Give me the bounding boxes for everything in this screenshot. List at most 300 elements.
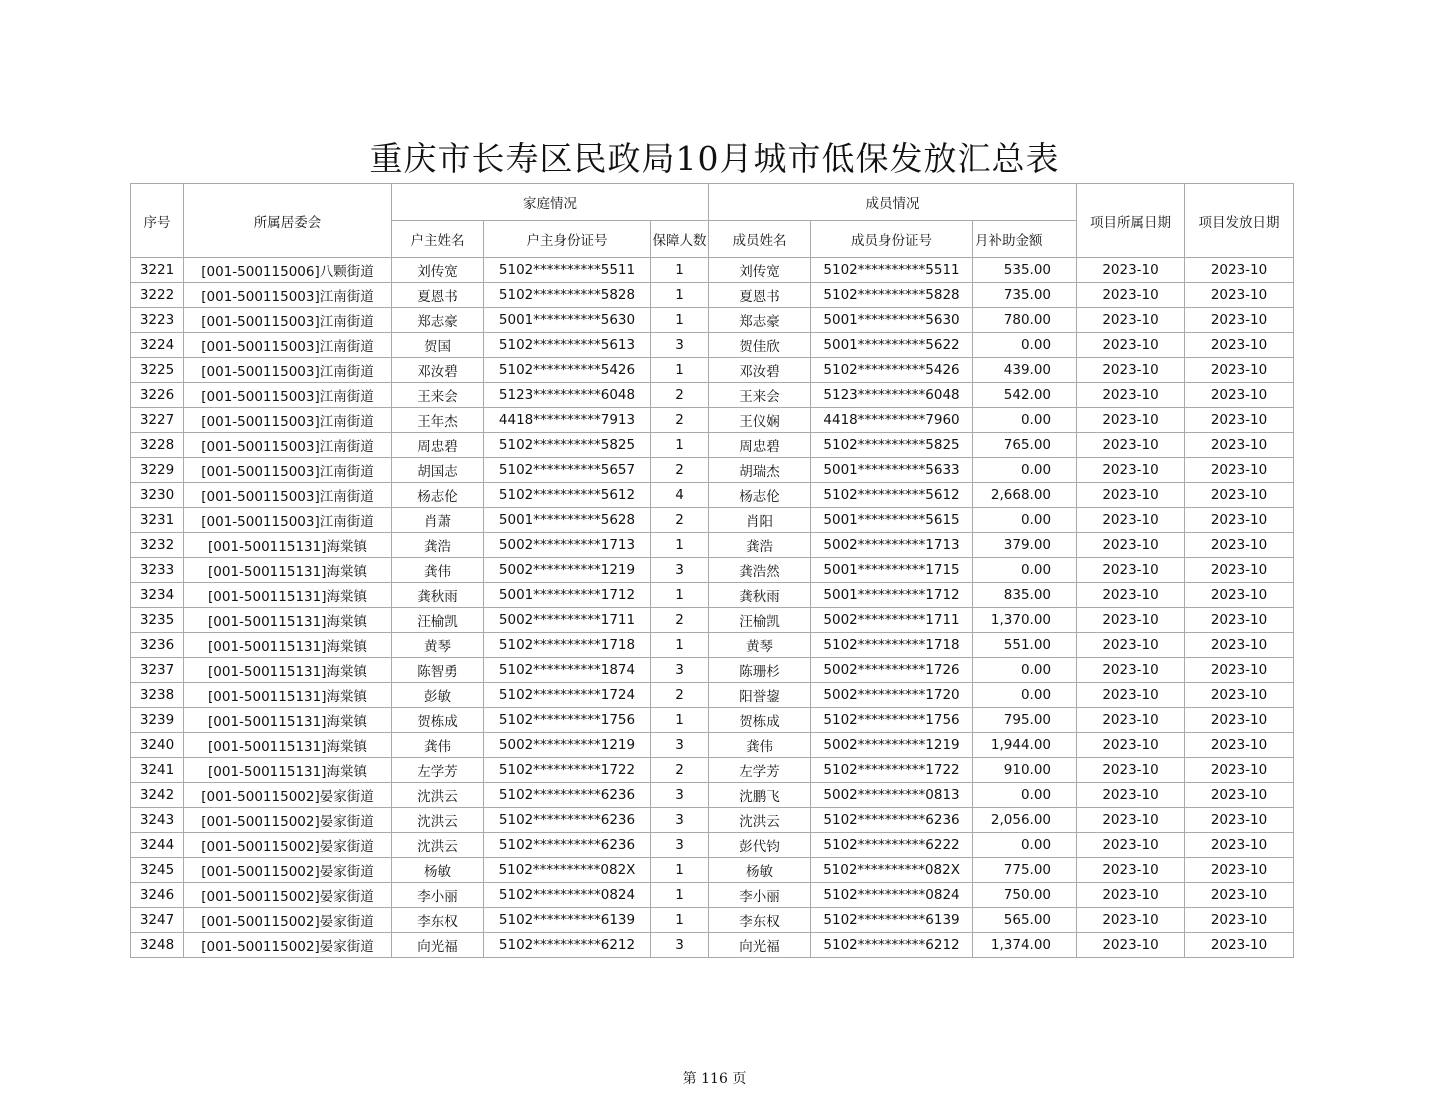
cell-project-period: 2023-10: [1077, 783, 1185, 808]
header-payment-date: 项目发放日期: [1185, 184, 1294, 258]
cell-member-id: 5002**********1713: [811, 533, 973, 558]
cell-covered: 1: [651, 533, 709, 558]
cell-member-id: 5002**********1219: [811, 733, 973, 758]
cell-head-name: 龚伟: [392, 558, 484, 583]
cell-payment-date: 2023-10: [1185, 908, 1294, 933]
cell-project-period: 2023-10: [1077, 508, 1185, 533]
cell-covered: 1: [651, 283, 709, 308]
cell-member-id: 5001**********5633: [811, 458, 973, 483]
table-row: [131, 783, 1294, 808]
cell-member-id: 4418**********7960: [811, 408, 973, 433]
cell-committee: [001-500115003]江南街道: [184, 358, 392, 383]
table-body: [131, 258, 1294, 958]
cell-project-period: 2023-10: [1077, 558, 1185, 583]
cell-seq: 3222: [131, 283, 184, 308]
cell-project-period: 2023-10: [1077, 533, 1185, 558]
cell-committee: [001-500115006]八颗街道: [184, 258, 392, 283]
cell-committee: [001-500115002]晏家街道: [184, 933, 392, 958]
cell-project-period: 2023-10: [1077, 658, 1185, 683]
cell-monthly-amount: 379.00: [973, 533, 1077, 558]
page-title: 重庆市长寿区民政局10月城市低保发放汇总表: [369, 139, 1060, 178]
cell-committee: [001-500115003]江南街道: [184, 483, 392, 508]
cell-payment-date: 2023-10: [1185, 508, 1294, 533]
cell-head-name: 贺栋成: [392, 708, 484, 733]
cell-monthly-amount: 0.00: [973, 558, 1077, 583]
cell-payment-date: 2023-10: [1185, 883, 1294, 908]
cell-seq: 3230: [131, 483, 184, 508]
cell-head-name: 王来会: [392, 383, 484, 408]
cell-member-id: 5002**********0813: [811, 783, 973, 808]
table-row: [131, 308, 1294, 333]
table-row: [131, 708, 1294, 733]
table-row: [131, 383, 1294, 408]
cell-member-id: 5102**********5828: [811, 283, 973, 308]
cell-member-id: 5001**********5622: [811, 333, 973, 358]
cell-seq: 3240: [131, 733, 184, 758]
cell-head-id: 5102**********5828: [484, 283, 651, 308]
cell-project-period: 2023-10: [1077, 758, 1185, 783]
cell-member-id: 5001**********1712: [811, 583, 973, 608]
cell-seq: 3224: [131, 333, 184, 358]
cell-committee: [001-500115003]江南街道: [184, 283, 392, 308]
table-row: [131, 908, 1294, 933]
cell-committee: [001-500115131]海棠镇: [184, 533, 392, 558]
table-row: [131, 433, 1294, 458]
cell-seq: 3237: [131, 658, 184, 683]
table-row: [131, 258, 1294, 283]
cell-head-name: 左学芳: [392, 758, 484, 783]
cell-head-id: 5102**********5657: [484, 458, 651, 483]
cell-head-name: 龚伟: [392, 733, 484, 758]
cell-covered: 3: [651, 808, 709, 833]
cell-committee: [001-500115002]晏家街道: [184, 883, 392, 908]
table-row: [131, 483, 1294, 508]
cell-project-period: 2023-10: [1077, 383, 1185, 408]
cell-head-name: 周忠碧: [392, 433, 484, 458]
cell-seq: 3235: [131, 608, 184, 633]
cell-project-period: 2023-10: [1077, 283, 1185, 308]
cell-committee: [001-500115003]江南街道: [184, 408, 392, 433]
cell-committee: [001-500115003]江南街道: [184, 383, 392, 408]
cell-member-name: 贺佳欣: [709, 333, 811, 358]
header-head-name: 户主姓名: [392, 221, 484, 258]
cell-committee: [001-500115003]江南街道: [184, 333, 392, 358]
cell-head-name: 龚浩: [392, 533, 484, 558]
cell-payment-date: 2023-10: [1185, 333, 1294, 358]
cell-member-id: 5102**********5612: [811, 483, 973, 508]
cell-seq: 3233: [131, 558, 184, 583]
cell-member-name: 夏恩书: [709, 283, 811, 308]
cell-member-id: 5102**********6222: [811, 833, 973, 858]
cell-head-id: 5102**********5426: [484, 358, 651, 383]
cell-seq: 3238: [131, 683, 184, 708]
table-row: [131, 858, 1294, 883]
cell-seq: 3247: [131, 908, 184, 933]
cell-member-name: 向光福: [709, 933, 811, 958]
cell-committee: [001-500115002]晏家街道: [184, 833, 392, 858]
cell-covered: 1: [651, 883, 709, 908]
cell-seq: 3248: [131, 933, 184, 958]
cell-committee: [001-500115131]海棠镇: [184, 583, 392, 608]
cell-seq: 3232: [131, 533, 184, 558]
cell-member-id: 5102**********1722: [811, 758, 973, 783]
header-member-group: 成员情况: [709, 184, 1077, 221]
table-row: [131, 558, 1294, 583]
cell-member-name: 龚浩然: [709, 558, 811, 583]
cell-payment-date: 2023-10: [1185, 833, 1294, 858]
cell-committee: [001-500115131]海棠镇: [184, 658, 392, 683]
cell-project-period: 2023-10: [1077, 483, 1185, 508]
cell-head-name: 沈洪云: [392, 833, 484, 858]
cell-project-period: 2023-10: [1077, 683, 1185, 708]
cell-head-id: 5102**********5612: [484, 483, 651, 508]
cell-head-id: 5102**********5825: [484, 433, 651, 458]
cell-seq: 3228: [131, 433, 184, 458]
cell-member-name: 黄琴: [709, 633, 811, 658]
cell-covered: 2: [651, 758, 709, 783]
cell-member-id: 5002**********1711: [811, 608, 973, 633]
cell-member-name: 汪榆凯: [709, 608, 811, 633]
cell-monthly-amount: 765.00: [973, 433, 1077, 458]
cell-payment-date: 2023-10: [1185, 658, 1294, 683]
cell-seq: 3236: [131, 633, 184, 658]
cell-monthly-amount: 750.00: [973, 883, 1077, 908]
cell-member-id: 5001**********5615: [811, 508, 973, 533]
table-row: [131, 508, 1294, 533]
cell-covered: 1: [651, 908, 709, 933]
cell-monthly-amount: 835.00: [973, 583, 1077, 608]
cell-project-period: 2023-10: [1077, 883, 1185, 908]
cell-monthly-amount: 1,374.00: [973, 933, 1077, 958]
cell-payment-date: 2023-10: [1185, 633, 1294, 658]
cell-monthly-amount: 0.00: [973, 683, 1077, 708]
cell-monthly-amount: 0.00: [973, 508, 1077, 533]
cell-committee: [001-500115131]海棠镇: [184, 733, 392, 758]
cell-covered: 3: [651, 933, 709, 958]
cell-member-name: 邓汝碧: [709, 358, 811, 383]
cell-monthly-amount: 2,056.00: [973, 808, 1077, 833]
page-label-prefix: 第: [682, 1071, 697, 1087]
header-member-name: 成员姓名: [709, 221, 811, 258]
cell-head-name: 向光福: [392, 933, 484, 958]
table-row: [131, 408, 1294, 433]
cell-head-name: 贺国: [392, 333, 484, 358]
cell-project-period: 2023-10: [1077, 608, 1185, 633]
cell-member-name: 彭代钧: [709, 833, 811, 858]
cell-committee: [001-500115131]海棠镇: [184, 558, 392, 583]
cell-head-name: 肖萧: [392, 508, 484, 533]
cell-payment-date: 2023-10: [1185, 308, 1294, 333]
cell-member-name: 肖阳: [709, 508, 811, 533]
cell-payment-date: 2023-10: [1185, 783, 1294, 808]
table-row: [131, 833, 1294, 858]
cell-member-id: 5102**********0824: [811, 883, 973, 908]
cell-seq: 3239: [131, 708, 184, 733]
cell-member-id: 5102**********1718: [811, 633, 973, 658]
cell-committee: [001-500115131]海棠镇: [184, 758, 392, 783]
header-seq: 序号: [131, 184, 184, 258]
cell-covered: 1: [651, 858, 709, 883]
cell-payment-date: 2023-10: [1185, 258, 1294, 283]
cell-monthly-amount: 735.00: [973, 283, 1077, 308]
table-row: [131, 633, 1294, 658]
cell-member-id: 5102**********1756: [811, 708, 973, 733]
cell-project-period: 2023-10: [1077, 358, 1185, 383]
cell-payment-date: 2023-10: [1185, 608, 1294, 633]
cell-committee: [001-500115131]海棠镇: [184, 633, 392, 658]
cell-head-name: 杨敏: [392, 858, 484, 883]
header-monthly-amount: 月补助金额: [973, 221, 1077, 258]
cell-covered: 2: [651, 608, 709, 633]
header-committee: 所属居委会: [184, 184, 392, 258]
cell-committee: [001-500115002]晏家街道: [184, 858, 392, 883]
cell-covered: 2: [651, 408, 709, 433]
cell-covered: 3: [651, 783, 709, 808]
cell-head-id: 5002**********1219: [484, 558, 651, 583]
header-family-group: 家庭情况: [392, 184, 709, 221]
cell-project-period: 2023-10: [1077, 433, 1185, 458]
cell-covered: 2: [651, 458, 709, 483]
cell-seq: 3244: [131, 833, 184, 858]
cell-project-period: 2023-10: [1077, 583, 1185, 608]
cell-head-name: 龚秋雨: [392, 583, 484, 608]
cell-head-id: 5102**********6139: [484, 908, 651, 933]
cell-committee: [001-500115002]晏家街道: [184, 908, 392, 933]
cell-member-name: 龚秋雨: [709, 583, 811, 608]
cell-member-name: 左学芳: [709, 758, 811, 783]
cell-member-name: 郑志豪: [709, 308, 811, 333]
cell-seq: 3229: [131, 458, 184, 483]
cell-payment-date: 2023-10: [1185, 583, 1294, 608]
cell-payment-date: 2023-10: [1185, 533, 1294, 558]
cell-member-id: 5002**********1720: [811, 683, 973, 708]
cell-seq: 3227: [131, 408, 184, 433]
table-row: [131, 458, 1294, 483]
table-row: [131, 533, 1294, 558]
cell-project-period: 2023-10: [1077, 808, 1185, 833]
cell-seq: 3241: [131, 758, 184, 783]
cell-project-period: 2023-10: [1077, 458, 1185, 483]
cell-member-id: 5102**********6236: [811, 808, 973, 833]
cell-member-name: 龚伟: [709, 733, 811, 758]
cell-covered: 1: [651, 258, 709, 283]
cell-covered: 1: [651, 633, 709, 658]
cell-covered: 3: [651, 658, 709, 683]
cell-monthly-amount: 795.00: [973, 708, 1077, 733]
cell-monthly-amount: 0.00: [973, 408, 1077, 433]
cell-monthly-amount: 0.00: [973, 658, 1077, 683]
cell-member-id: 5102**********6212: [811, 933, 973, 958]
cell-head-id: 5102**********1722: [484, 758, 651, 783]
cell-head-name: 郑志豪: [392, 308, 484, 333]
cell-member-name: 王来会: [709, 383, 811, 408]
cell-head-id: 5102**********1874: [484, 658, 651, 683]
cell-committee: [001-500115002]晏家街道: [184, 783, 392, 808]
cell-monthly-amount: 780.00: [973, 308, 1077, 333]
cell-member-name: 李小丽: [709, 883, 811, 908]
cell-member-name: 陈珊杉: [709, 658, 811, 683]
table-row: [131, 733, 1294, 758]
table-row: [131, 808, 1294, 833]
cell-monthly-amount: 1,370.00: [973, 608, 1077, 633]
cell-head-id: 5102**********6236: [484, 833, 651, 858]
cell-member-id: 5001**********5630: [811, 308, 973, 333]
cell-member-name: 李东权: [709, 908, 811, 933]
cell-payment-date: 2023-10: [1185, 358, 1294, 383]
table-header: [131, 184, 1294, 258]
cell-covered: 1: [651, 308, 709, 333]
cell-seq: 3243: [131, 808, 184, 833]
cell-seq: 3231: [131, 508, 184, 533]
cell-payment-date: 2023-10: [1185, 708, 1294, 733]
cell-monthly-amount: 0.00: [973, 833, 1077, 858]
table-row: [131, 658, 1294, 683]
cell-head-name: 李东权: [392, 908, 484, 933]
cell-member-id: 5102**********5511: [811, 258, 973, 283]
cell-head-id: 5102**********5511: [484, 258, 651, 283]
cell-head-name: 杨志伦: [392, 483, 484, 508]
header-project-period: 项目所属日期: [1077, 184, 1185, 258]
cell-head-id: 5001**********1712: [484, 583, 651, 608]
cell-seq: 3225: [131, 358, 184, 383]
cell-member-name: 杨敏: [709, 858, 811, 883]
cell-covered: 1: [651, 583, 709, 608]
cell-seq: 3223: [131, 308, 184, 333]
cell-monthly-amount: 2,668.00: [973, 483, 1077, 508]
cell-project-period: 2023-10: [1077, 908, 1185, 933]
cell-project-period: 2023-10: [1077, 833, 1185, 858]
cell-member-id: 5102**********5825: [811, 433, 973, 458]
cell-monthly-amount: 542.00: [973, 383, 1077, 408]
table-row: [131, 683, 1294, 708]
cell-seq: 3242: [131, 783, 184, 808]
table-row: [131, 933, 1294, 958]
cell-committee: [001-500115003]江南街道: [184, 308, 392, 333]
cell-head-id: 5102**********5613: [484, 333, 651, 358]
cell-member-name: 贺栋成: [709, 708, 811, 733]
cell-monthly-amount: 0.00: [973, 458, 1077, 483]
table-row: [131, 883, 1294, 908]
cell-monthly-amount: 1,944.00: [973, 733, 1077, 758]
cell-payment-date: 2023-10: [1185, 408, 1294, 433]
cell-head-id: 5002**********1219: [484, 733, 651, 758]
cell-committee: [001-500115131]海棠镇: [184, 683, 392, 708]
cell-seq: 3246: [131, 883, 184, 908]
cell-covered: 3: [651, 333, 709, 358]
cell-head-id: 5102**********6212: [484, 933, 651, 958]
cell-project-period: 2023-10: [1077, 333, 1185, 358]
cell-project-period: 2023-10: [1077, 633, 1185, 658]
cell-member-name: 龚浩: [709, 533, 811, 558]
cell-head-name: 王年杰: [392, 408, 484, 433]
cell-member-id: 5001**********1715: [811, 558, 973, 583]
cell-payment-date: 2023-10: [1185, 758, 1294, 783]
cell-head-id: 5102**********6236: [484, 783, 651, 808]
table-row: [131, 358, 1294, 383]
cell-member-id: 5123**********6048: [811, 383, 973, 408]
cell-payment-date: 2023-10: [1185, 933, 1294, 958]
cell-payment-date: 2023-10: [1185, 558, 1294, 583]
cell-head-id: 5123**********6048: [484, 383, 651, 408]
cell-project-period: 2023-10: [1077, 308, 1185, 333]
header-head-id: 户主身份证号: [484, 221, 651, 258]
page-label-suffix: 页: [732, 1071, 747, 1087]
cell-head-id: 4418**********7913: [484, 408, 651, 433]
table-row: [131, 333, 1294, 358]
cell-covered: 1: [651, 708, 709, 733]
cell-member-name: 沈鹏飞: [709, 783, 811, 808]
cell-head-name: 夏恩书: [392, 283, 484, 308]
header-covered: 保障人数: [651, 221, 709, 258]
cell-member-name: 阳誉鋆: [709, 683, 811, 708]
cell-covered: 3: [651, 558, 709, 583]
cell-payment-date: 2023-10: [1185, 858, 1294, 883]
cell-head-id: 5001**********5630: [484, 308, 651, 333]
cell-seq: 3245: [131, 858, 184, 883]
table-row: [131, 283, 1294, 308]
cell-payment-date: 2023-10: [1185, 458, 1294, 483]
cell-head-name: 沈洪云: [392, 783, 484, 808]
cell-head-id: 5002**********1711: [484, 608, 651, 633]
cell-head-name: 沈洪云: [392, 808, 484, 833]
cell-seq: 3234: [131, 583, 184, 608]
cell-payment-date: 2023-10: [1185, 283, 1294, 308]
cell-covered: 2: [651, 683, 709, 708]
cell-monthly-amount: 439.00: [973, 358, 1077, 383]
cell-monthly-amount: 0.00: [973, 783, 1077, 808]
cell-monthly-amount: 535.00: [973, 258, 1077, 283]
table-row: [131, 758, 1294, 783]
cell-covered: 4: [651, 483, 709, 508]
cell-seq: 3221: [131, 258, 184, 283]
cell-covered: 3: [651, 833, 709, 858]
cell-head-id: 5102**********1756: [484, 708, 651, 733]
cell-monthly-amount: 0.00: [973, 333, 1077, 358]
cell-seq: 3226: [131, 383, 184, 408]
cell-project-period: 2023-10: [1077, 933, 1185, 958]
cell-member-id: 5102**********082X: [811, 858, 973, 883]
cell-head-name: 胡国志: [392, 458, 484, 483]
cell-head-id: 5102**********0824: [484, 883, 651, 908]
cell-project-period: 2023-10: [1077, 733, 1185, 758]
cell-covered: 1: [651, 358, 709, 383]
cell-project-period: 2023-10: [1077, 408, 1185, 433]
cell-project-period: 2023-10: [1077, 708, 1185, 733]
cell-head-id: 5002**********1713: [484, 533, 651, 558]
cell-member-name: 周忠碧: [709, 433, 811, 458]
page-footer: [0, 1068, 1429, 1088]
cell-head-name: 邓汝碧: [392, 358, 484, 383]
cell-committee: [001-500115002]晏家街道: [184, 808, 392, 833]
cell-committee: [001-500115003]江南街道: [184, 508, 392, 533]
cell-head-id: 5102**********1724: [484, 683, 651, 708]
cell-member-id: 5002**********1726: [811, 658, 973, 683]
cell-monthly-amount: 551.00: [973, 633, 1077, 658]
subsidy-table: [130, 183, 1294, 958]
page-number: 116: [701, 1071, 728, 1087]
header-member-id: 成员身份证号: [811, 221, 973, 258]
cell-monthly-amount: 775.00: [973, 858, 1077, 883]
table-row: [131, 583, 1294, 608]
cell-monthly-amount: 910.00: [973, 758, 1077, 783]
cell-member-id: 5102**********5426: [811, 358, 973, 383]
cell-committee: [001-500115003]江南街道: [184, 433, 392, 458]
cell-payment-date: 2023-10: [1185, 733, 1294, 758]
cell-head-id: 5001**********5628: [484, 508, 651, 533]
cell-payment-date: 2023-10: [1185, 433, 1294, 458]
cell-head-id: 5102**********082X: [484, 858, 651, 883]
cell-head-id: 5102**********6236: [484, 808, 651, 833]
